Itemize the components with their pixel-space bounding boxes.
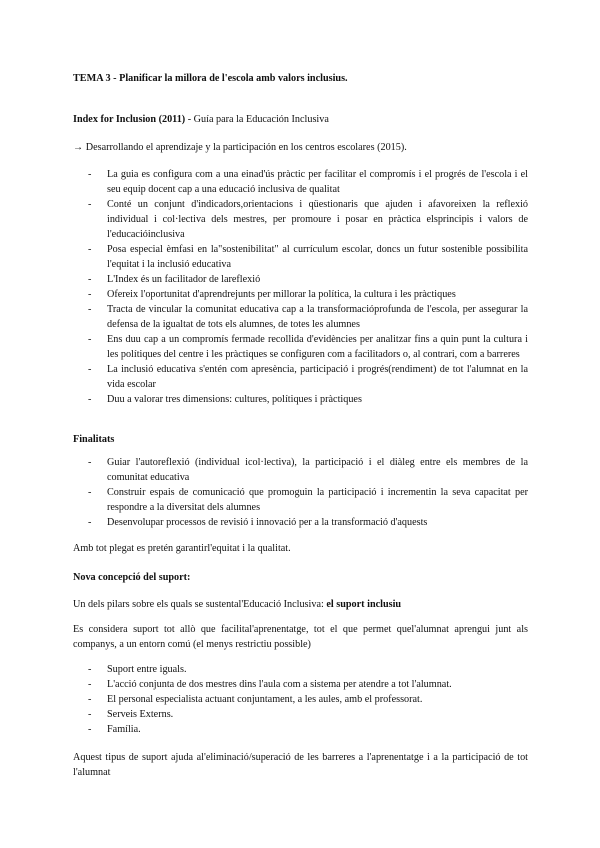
arrow-line: → Desarrollando el aprendizaje y la participación en los centros escolares (2015).	[73, 142, 407, 153]
list-item: - Posa especial èmfasi en la"sostenibilitat" al currículum escolar, doncs un futur sostenible possibilita l'equitat i la inclusió educativa	[88, 244, 528, 270]
suport-list	[73, 662, 528, 737]
list-item: - El personal especialista actuant conjuntament, a les aules, amb el professorat.	[88, 694, 423, 705]
list-item: - L'acció conjunta de dos mestres dins l'aula com a sistema per atendre a tot l'alumnat.	[88, 679, 452, 690]
list-item: - Família.	[88, 724, 141, 735]
list-item: - Desenvolupar processos de revisió i innovació per a la transformació d'aquests	[88, 517, 428, 528]
finalitats-list	[73, 455, 528, 530]
finalitats-heading: Finalitats	[73, 434, 115, 445]
list-item: - Suport entre iguals.	[88, 664, 187, 675]
list-item: - Conté un conjunt d'indicadors,orientacions i qüestionaris que ajuden i afavoreixen la reflexió individual i col·lectiva dels mestres, per promoure i posar en pràctica elsprincipis i valors de l'educacióinclusiva	[88, 199, 528, 240]
dash-marker: -	[88, 679, 92, 690]
dash-marker: -	[88, 169, 92, 180]
dash-marker: -	[88, 694, 92, 705]
list-item: - La guia es configura com a una einad'ús pràctic per facilitar el compromís i el progrés de l'escola i el seu equip docent cap a una educació inclusiva de qualitat	[88, 169, 528, 195]
list-item: - La inclusió educativa s'entén com apresència, participació i progrés(rendiment) de tot l'alumnat en la vida escolar	[88, 364, 528, 390]
index-name: Index for Inclusion (2011)	[73, 114, 186, 125]
list-item: - L'Index és un facilitador de lareflexió	[88, 274, 261, 285]
dash-marker: -	[88, 709, 92, 720]
dash-marker: -	[88, 244, 92, 255]
list-item: - Guiar l'autoreflexió (individual icol·lectiva), la participació i el diàleg entre els membres de la comunitat educativa	[88, 457, 528, 483]
list-item: - Ofereix l'oportunitat d'aprendrejunts per millorar la política, la cultura i les pràctiques	[88, 289, 456, 300]
dash-marker: -	[88, 394, 92, 405]
pilars-paragraph: Un dels pilars sobre els quals se sustental'Educació Inclusiva: el suport inclusiu	[73, 599, 402, 610]
aquest-paragraph: Aquest tipus de suport ajuda al'eliminació/superació de les barreres a l'aprenentatge i a la participació de tot l'alumnat	[73, 752, 528, 778]
dash-marker: -	[88, 364, 92, 375]
dash-marker: -	[88, 274, 92, 285]
list-item: - Duu a valorar tres dimensions: cultures, polítiques i pràctiques	[88, 394, 362, 405]
dash-marker: -	[88, 724, 92, 735]
dash-marker: -	[88, 199, 92, 210]
index-list	[73, 167, 528, 407]
index-subtitle: - Guía para la Educación Inclusiva	[185, 114, 329, 125]
suport-heading: Nova concepció del suport:	[73, 572, 191, 583]
dash-marker: -	[88, 457, 92, 468]
dash-marker: -	[88, 487, 92, 498]
conclusion-paragraph: Amb tot plegat es pretén garantirl'equitat i la qualitat.	[73, 543, 291, 554]
dash-marker: -	[88, 304, 92, 315]
dash-marker: -	[88, 517, 92, 528]
list-item: - Ens duu cap a un compromís fermade recollida d'evidències per analitzar fins a quin punt la cultura i les polítiques del centre i les pràctiques se configuren com a facilitadors o, al contrari, com a barreres	[88, 334, 528, 360]
list-item: - Serveis Externs.	[88, 709, 174, 720]
index-line	[73, 112, 329, 127]
suport-inclusiu-bold: el suport inclusiu	[326, 599, 402, 610]
list-item: - Tracta de vincular la comunitat educativa cap a la transformacióprofunda de l'escola, per assegurar la defensa de la igualtat de tots els alumnes, de totes les alumnes	[88, 304, 528, 330]
dash-marker: -	[88, 664, 92, 675]
dash-marker: -	[88, 289, 92, 300]
list-item: - Construir espais de comunicació que promoguin la participació i incrementin la seva capacitat per respondre a la diversitat dels alumnes	[88, 487, 528, 513]
dash-marker: -	[88, 334, 92, 345]
considera-paragraph: Es considera suport tot allò que facilital'aprenentatge, tot el que permet quel'alumnat aprengui junt als companys, a un entorn comú (el menys restrictiu possible)	[73, 624, 528, 650]
document-title: TEMA 3 - Planificar la millora de l'escola amb valors inclusius.	[73, 73, 348, 84]
